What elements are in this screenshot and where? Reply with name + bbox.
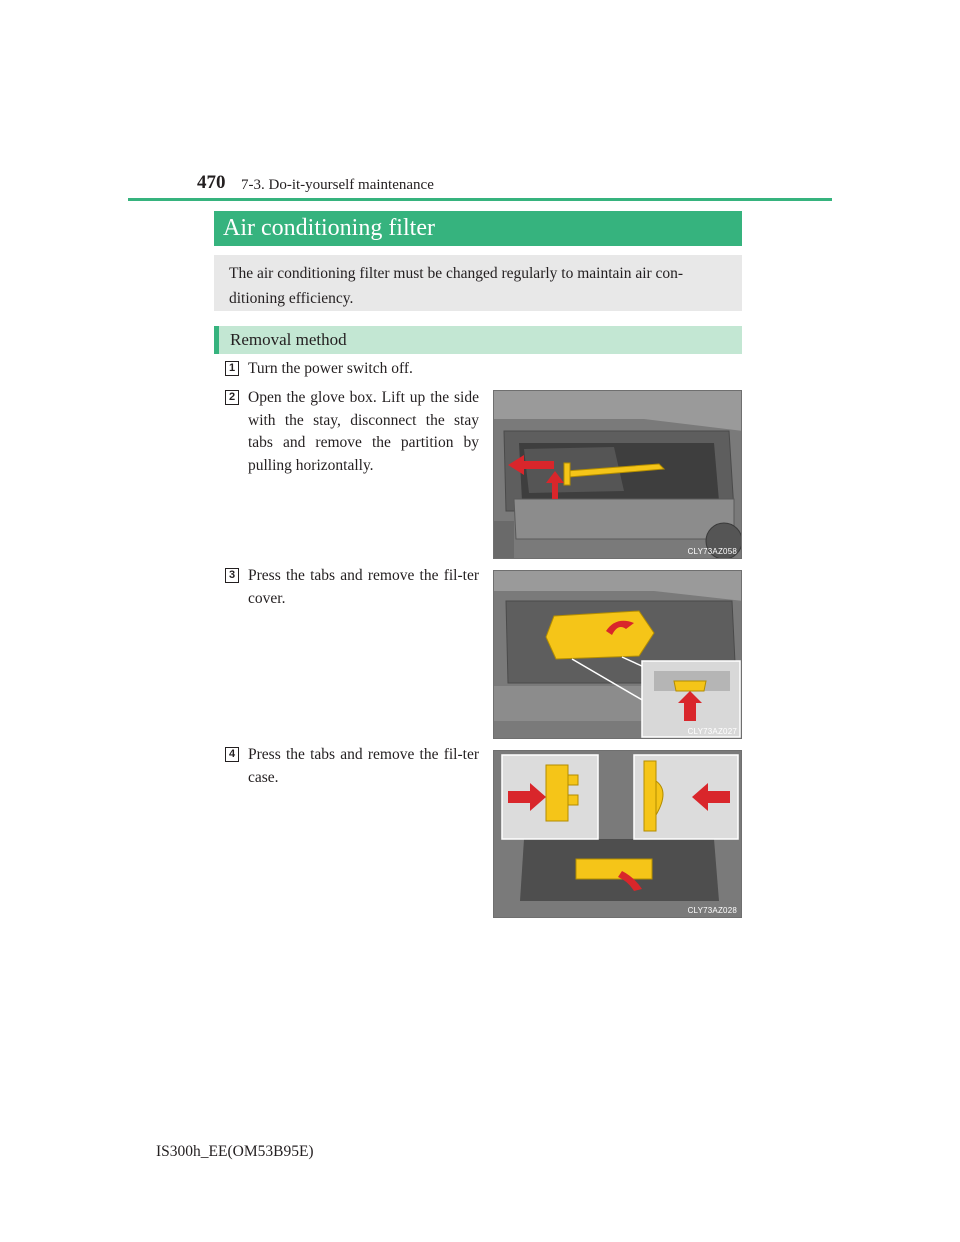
step-text-4: Press the tabs and remove the fil-ter case. (248, 746, 479, 786)
illustration-step-3 (493, 570, 742, 739)
filter-case-figure (494, 751, 742, 918)
intro-text: The air conditioning filter must be changed regularly to maintain air con-ditioning efficiency. (229, 265, 684, 307)
footer-model-code: IS300h_EE(OM53B95E) (156, 1143, 314, 1160)
page-title: Air conditioning filter (214, 211, 742, 246)
filter-cover-figure (494, 571, 742, 739)
page-number: 470 (197, 172, 226, 193)
illustration-step-2 (493, 390, 742, 559)
figure-code-2: CLY73AZ058 (687, 547, 737, 556)
figure-code-4: CLY73AZ028 (687, 906, 737, 915)
section-title: 7-3. Do-it-yourself maintenance (241, 177, 434, 193)
intro-box (214, 255, 742, 311)
step-badge-3: 3 (225, 568, 239, 583)
step-badge-4: 4 (225, 747, 239, 762)
illustration-step-4 (493, 750, 742, 918)
step-badge-2: 2 (225, 390, 239, 405)
step-badge-1: 1 (225, 361, 239, 376)
figure-code-3: CLY73AZ027 (687, 727, 737, 736)
step-text-1: Turn the power switch off. (248, 360, 413, 377)
header-divider (128, 198, 832, 201)
subheading: Removal method (214, 326, 742, 354)
step-text-2: Open the glove box. Lift up the side with the stay, disconnect the stay tabs and remove the partition by pulling horizontally. (248, 389, 479, 474)
step-text-3: Press the tabs and remove the fil-ter cover. (248, 567, 479, 607)
glove-box-partition-figure (494, 391, 742, 559)
